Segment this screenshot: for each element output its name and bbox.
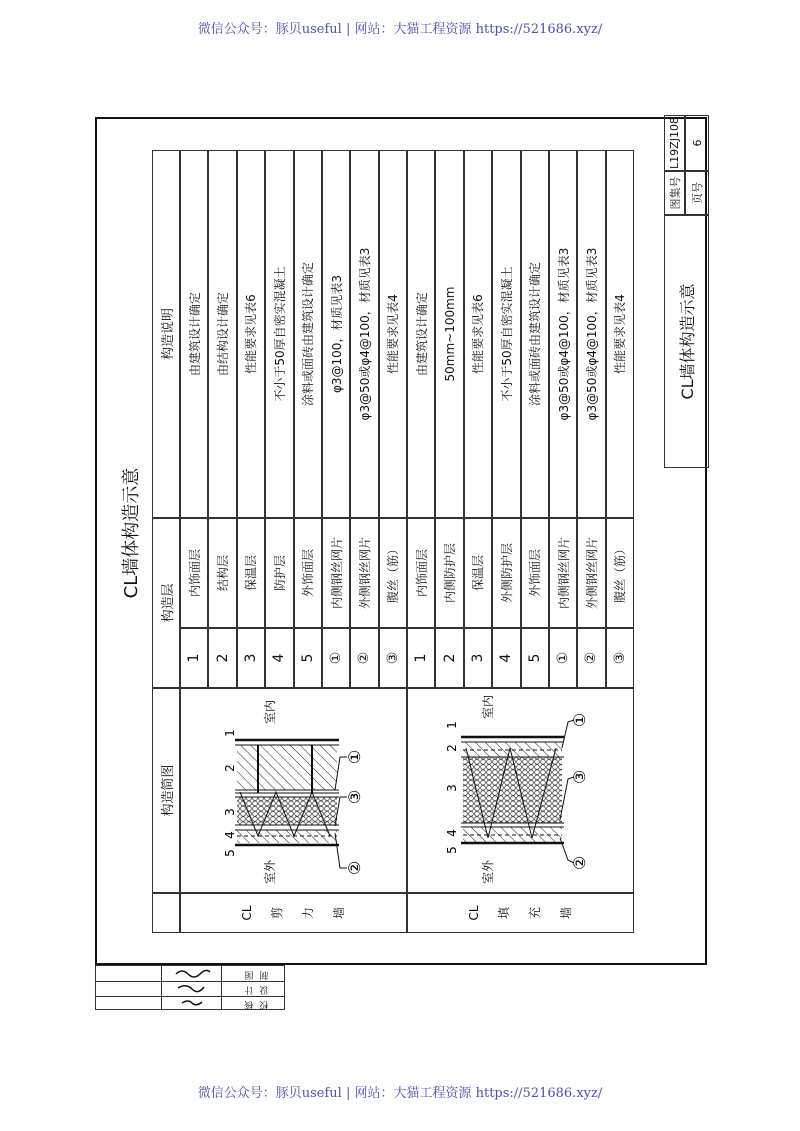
layer-number: 3 (445, 784, 459, 792)
title-block-page-label: 页号 (685, 171, 709, 215)
layer-number: 4 (445, 829, 459, 837)
layer-number-cell: 5 (521, 628, 549, 688)
layer-number-cell: 4 (492, 628, 520, 688)
layer-number-cell: ③ (379, 628, 407, 688)
header-diagram: 构造简图 (152, 688, 180, 893)
layer-number: 2 (223, 764, 237, 772)
callout-1: ① (345, 749, 364, 765)
layer-name-cell: 外侧钢丝网片 (577, 518, 605, 628)
layer-description-cell: 由建筑设计确定 (180, 150, 208, 518)
sign-block (95, 965, 285, 1010)
layer-number-cell: 1 (180, 628, 208, 688)
callout-3: ③ (570, 769, 589, 785)
drawing-sheet (95, 117, 707, 965)
callout-2: ② (570, 855, 589, 871)
layer-number-cell: ① (322, 628, 350, 688)
layer-description-cell: φ3@50或φ4@100，材质见表3 (577, 150, 605, 518)
layer-description-cell: 不小于50厚自密实混凝土 (265, 150, 293, 518)
layer-name-cell: 外饰面层 (294, 518, 322, 628)
title-block-drawing-title: CL墙体构造示意 (664, 215, 709, 468)
layer-number-cell: ① (549, 628, 577, 688)
layer-number-cell: 2 (435, 628, 463, 688)
layer-description-cell: 50mm~100mm (435, 150, 463, 518)
layer-name-cell: 内饰面层 (180, 518, 208, 628)
layer-name-cell: 内侧钢丝网片 (322, 518, 350, 628)
layer-description-cell: 性能要求见表4 (379, 150, 407, 518)
layer-number-cell: 5 (294, 628, 322, 688)
wall-type-char: 力 (301, 907, 315, 920)
wall-type-char: 填 (497, 907, 511, 920)
layer-description-cell: 由建筑设计确定 (407, 150, 435, 518)
wall-type-cell (407, 893, 634, 933)
layer-number: 1 (445, 721, 459, 729)
watermark-top: 微信公众号：豚贝useful | 网站：大猫工程资源 https://521686.xyz/ (197, 22, 603, 37)
indoor-label: 室内 (263, 699, 277, 725)
layer-name-cell: 外侧防护层 (492, 518, 520, 628)
layer-description-cell: 性能要求见表4 (606, 150, 634, 518)
wall-type-char: 剪 (270, 907, 284, 920)
wall-type-char: CL (240, 905, 254, 921)
wall-type-char: 充 (528, 907, 542, 920)
outdoor-label: 室外 (263, 859, 277, 885)
sign-label-designed: 设计 (238, 984, 269, 994)
wall-type-char: 墙 (332, 907, 346, 920)
layer-name-cell: 腹丝（筋） (606, 518, 634, 628)
wall-type-cell (180, 893, 407, 933)
layer-number: 4 (223, 831, 237, 839)
layer-name-cell: 内侧钢丝网片 (549, 518, 577, 628)
layer-number-cell: ② (577, 628, 605, 688)
drawing-title: CL墙体构造示意 (121, 467, 142, 599)
layer-number-cell: ② (350, 628, 378, 688)
signature-scribbles (162, 966, 221, 1011)
layer-name-cell: 保温层 (237, 518, 265, 628)
outdoor-label: 室外 (481, 859, 495, 885)
sign-label-drawn: 制图 (238, 969, 269, 979)
sign-label-checked: 校核 (238, 999, 269, 1009)
layer-description-cell: 不小于50厚自密实混凝土 (492, 150, 520, 518)
layer-description-cell: 性能要求见表6 (464, 150, 492, 518)
layer-number-cell: 2 (208, 628, 236, 688)
layer-number-cell: 3 (237, 628, 265, 688)
wall-type-char: 墙 (559, 907, 573, 920)
layer-number-cell: 4 (265, 628, 293, 688)
layer-name-cell: 内饰面层 (407, 518, 435, 628)
header-blank (152, 893, 180, 933)
indoor-label: 室内 (481, 694, 495, 720)
header-description: 构造说明 (152, 150, 180, 518)
layer-name-cell: 内侧防护层 (435, 518, 463, 628)
callout-1: ① (570, 712, 589, 728)
layer-number-cell: ③ (606, 628, 634, 688)
layer-number-cell: 1 (407, 628, 435, 688)
callout-2: ② (345, 860, 364, 876)
title-block-page-value: 6 (685, 115, 709, 171)
diagram-cell (180, 688, 407, 893)
watermark-bottom: 微信公众号：豚贝useful | 网站：大猫工程资源 https://521686.xyz/ (197, 1086, 603, 1101)
layer-description-cell: 涂料或面砖由建筑设计确定 (521, 150, 549, 518)
layer-number: 3 (223, 808, 237, 816)
title-block-atlas-value: L19ZJ108 (664, 115, 685, 171)
layer-name-cell: 结构层 (208, 518, 236, 628)
title-block-atlas-label: 图集号 (664, 171, 685, 215)
layer-description-cell: φ3@50或φ4@100，材质见表3 (350, 150, 378, 518)
layer-description-cell: 性能要求见表6 (237, 150, 265, 518)
layer-name-cell: 腹丝（筋） (379, 518, 407, 628)
layer-description-cell: φ3@50或φ4@100，材质见表3 (549, 150, 577, 518)
callout-3: ③ (345, 789, 364, 805)
layer-number: 2 (445, 744, 459, 752)
layer-description-cell: 涂料或面砖由建筑设计确定 (294, 150, 322, 518)
layer-number: 1 (223, 729, 237, 737)
wall-type-char: CL (467, 905, 481, 921)
diagram-cell (407, 688, 634, 893)
layer-name-cell: 防护层 (265, 518, 293, 628)
layer-description-cell: 由结构设计确定 (208, 150, 236, 518)
header-layer: 构造层 (152, 518, 180, 688)
layer-description-cell: φ3@100，材质见表3 (322, 150, 350, 518)
layer-number-cell: 3 (464, 628, 492, 688)
layer-name-cell: 外饰面层 (521, 518, 549, 628)
layer-number: 5 (445, 846, 459, 854)
layer-name-cell: 外侧钢丝网片 (350, 518, 378, 628)
layer-name-cell: 保温层 (464, 518, 492, 628)
layer-number: 5 (223, 849, 237, 857)
